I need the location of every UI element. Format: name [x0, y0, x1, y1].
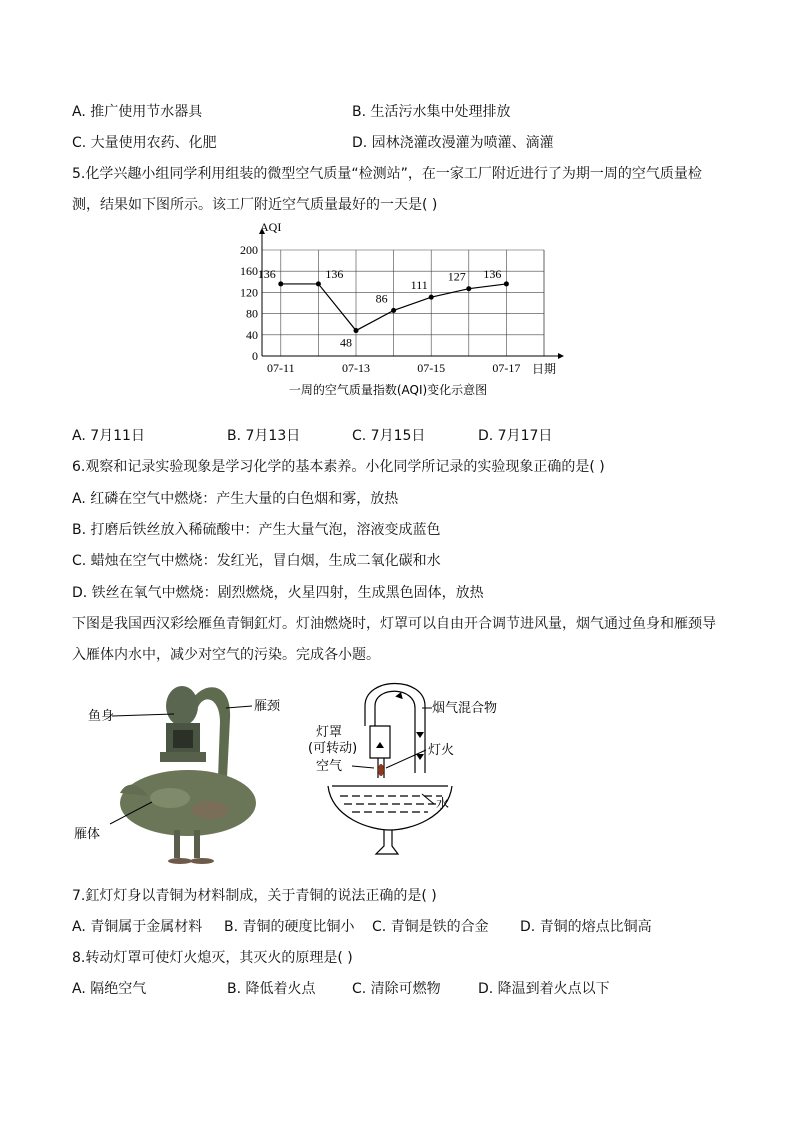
- air-leader: [352, 766, 374, 768]
- label-smoke: 烟气混合物: [432, 701, 498, 716]
- q8-option-d: D. 降温到着火点以下: [478, 981, 610, 997]
- chart-ytick-label: 200: [240, 243, 258, 257]
- q5-option-a: A. 7月11日: [72, 428, 145, 444]
- q8-stem: 8.转动灯罩可使灯火熄灭，其灭火的原理是( ): [72, 950, 353, 966]
- q6-stem: 6.观察和记录实验现象是学习化学的基本素养。小化同学所记录的实验现象正确的是( ): [72, 459, 605, 475]
- q7-option-c: C. 青铜是铁的合金: [372, 919, 489, 935]
- label-air: 空气: [316, 759, 343, 774]
- q8-option-a: A. 隔绝空气: [72, 981, 147, 997]
- q5-option-c: C. 7月15日: [352, 428, 426, 444]
- chart-series: [258, 267, 509, 350]
- chart-xtick-label: 07-17: [492, 361, 521, 375]
- label-goose-neck: 雁颈: [254, 699, 281, 714]
- q7-option-b: B. 青铜的硬度比铜小: [224, 919, 355, 935]
- chart-ylabel: AQI: [260, 220, 282, 234]
- chart-x-axis-arrow: [558, 353, 564, 359]
- chart-data-point: [354, 328, 359, 333]
- q6-option-a: A. 红磷在空气中燃烧：产生大量的白色烟和雾，放热: [72, 491, 399, 507]
- chart-data-label: 136: [325, 266, 344, 281]
- q6-option-d: D. 铁丝在氧气中燃烧：剧烈燃烧，火星四射，生成黑色固体，放热: [72, 585, 484, 601]
- intro-line1: 下图是我国西汉彩绘雁鱼青铜釭灯。灯油燃烧时，灯罩可以自由开合调节进风量，烟气通过鱼身和雁颈导: [72, 616, 716, 632]
- q5-option-d: D. 7月17日: [478, 428, 553, 444]
- chart-caption: 一周的空气质量指数(AQI)变化示意图: [288, 383, 488, 397]
- intro-line2: 入雁体内水中，减少对空气的污染。完成各小题。: [72, 647, 380, 663]
- label-flame: 灯火: [428, 743, 455, 758]
- q7-option-d: D. 青铜的熔点比铜高: [520, 919, 652, 935]
- q7-option-a: A. 青铜属于金属材料: [72, 919, 203, 935]
- goose-neck-leader: [226, 706, 252, 708]
- lamp-figure: [70, 678, 510, 868]
- chart-data-label: 48: [340, 335, 352, 350]
- chart-data-point: [504, 281, 509, 286]
- lamp-photo: [120, 686, 256, 864]
- q6-option-b: B. 打磨后铁丝放入稀硫酸中：产生大量气泡，溶液变成蓝色: [72, 522, 441, 538]
- chart-ytick-label: 160: [240, 264, 258, 279]
- chart-ytick-label: 80: [246, 306, 258, 321]
- chart-ytick-label: 0: [252, 349, 258, 363]
- chart-data-label: 86: [375, 291, 388, 306]
- chart-xtick-label: 07-15: [417, 361, 446, 375]
- q7-stem: 7.釭灯灯身以青铜为材料制成，关于青铜的说法正确的是( ): [72, 888, 437, 904]
- q5-option-b: B. 7月13日: [227, 428, 301, 444]
- chart-data-label: 136: [483, 266, 502, 281]
- q8-option-c: C. 清除可燃物: [352, 981, 441, 997]
- chart-data-point: [391, 308, 396, 313]
- q8-option-b: B. 降低着火点: [227, 981, 316, 997]
- chart-xtick-label: 07-11: [267, 361, 295, 375]
- chart-data-point: [278, 281, 283, 286]
- fish-body-leader: [112, 714, 174, 716]
- label-water: 水: [436, 797, 450, 812]
- q4-option-a: A. 推广使用节水器具: [72, 104, 203, 120]
- q4-option-c: C. 大量使用农药、化肥: [72, 135, 217, 151]
- chart-data-label: 111: [410, 278, 428, 293]
- q4-option-d: D. 园林浇灌改漫灌为喷灌、滴灌: [352, 135, 554, 151]
- label-lamp-cover: 灯罩: [316, 725, 343, 740]
- chart-grid: [262, 250, 544, 356]
- aqi-chart-svg: [228, 218, 578, 403]
- flame-icon: [378, 764, 384, 776]
- label-fish-body: 鱼身: [88, 709, 115, 724]
- chart-ytick-label: 120: [240, 285, 258, 300]
- chart-data-label: 136: [257, 266, 276, 281]
- aqi-chart: [228, 218, 578, 403]
- q6-option-c: C. 蜡烛在空气中燃烧：发红光，冒白烟，生成二氧化碳和水: [72, 553, 441, 569]
- q5-stem-line1: 5.化学兴趣小组同学利用组装的微型空气质量“检测站”，在一家工厂附近进行了为期一周的空气质量检: [72, 166, 702, 182]
- lamp-figure-svg: [70, 678, 510, 868]
- chart-ytick-label: 40: [246, 327, 258, 342]
- chart-data-label: 127: [447, 269, 466, 284]
- chart-data-point: [429, 295, 434, 300]
- chart-xlabel: 日期: [532, 362, 557, 376]
- label-goose-body: 雁体: [74, 827, 101, 842]
- label-rotatable: (可转动): [308, 741, 358, 756]
- chart-data-point: [316, 281, 321, 286]
- q5-stem-line2: 测，结果如下图所示。该工厂附近空气质量最好的一天是( ): [72, 197, 438, 213]
- chart-xtick-label: 07-13: [342, 361, 370, 375]
- chart-data-point: [466, 286, 471, 291]
- q4-option-b: B. 生活污水集中处理排放: [352, 104, 511, 120]
